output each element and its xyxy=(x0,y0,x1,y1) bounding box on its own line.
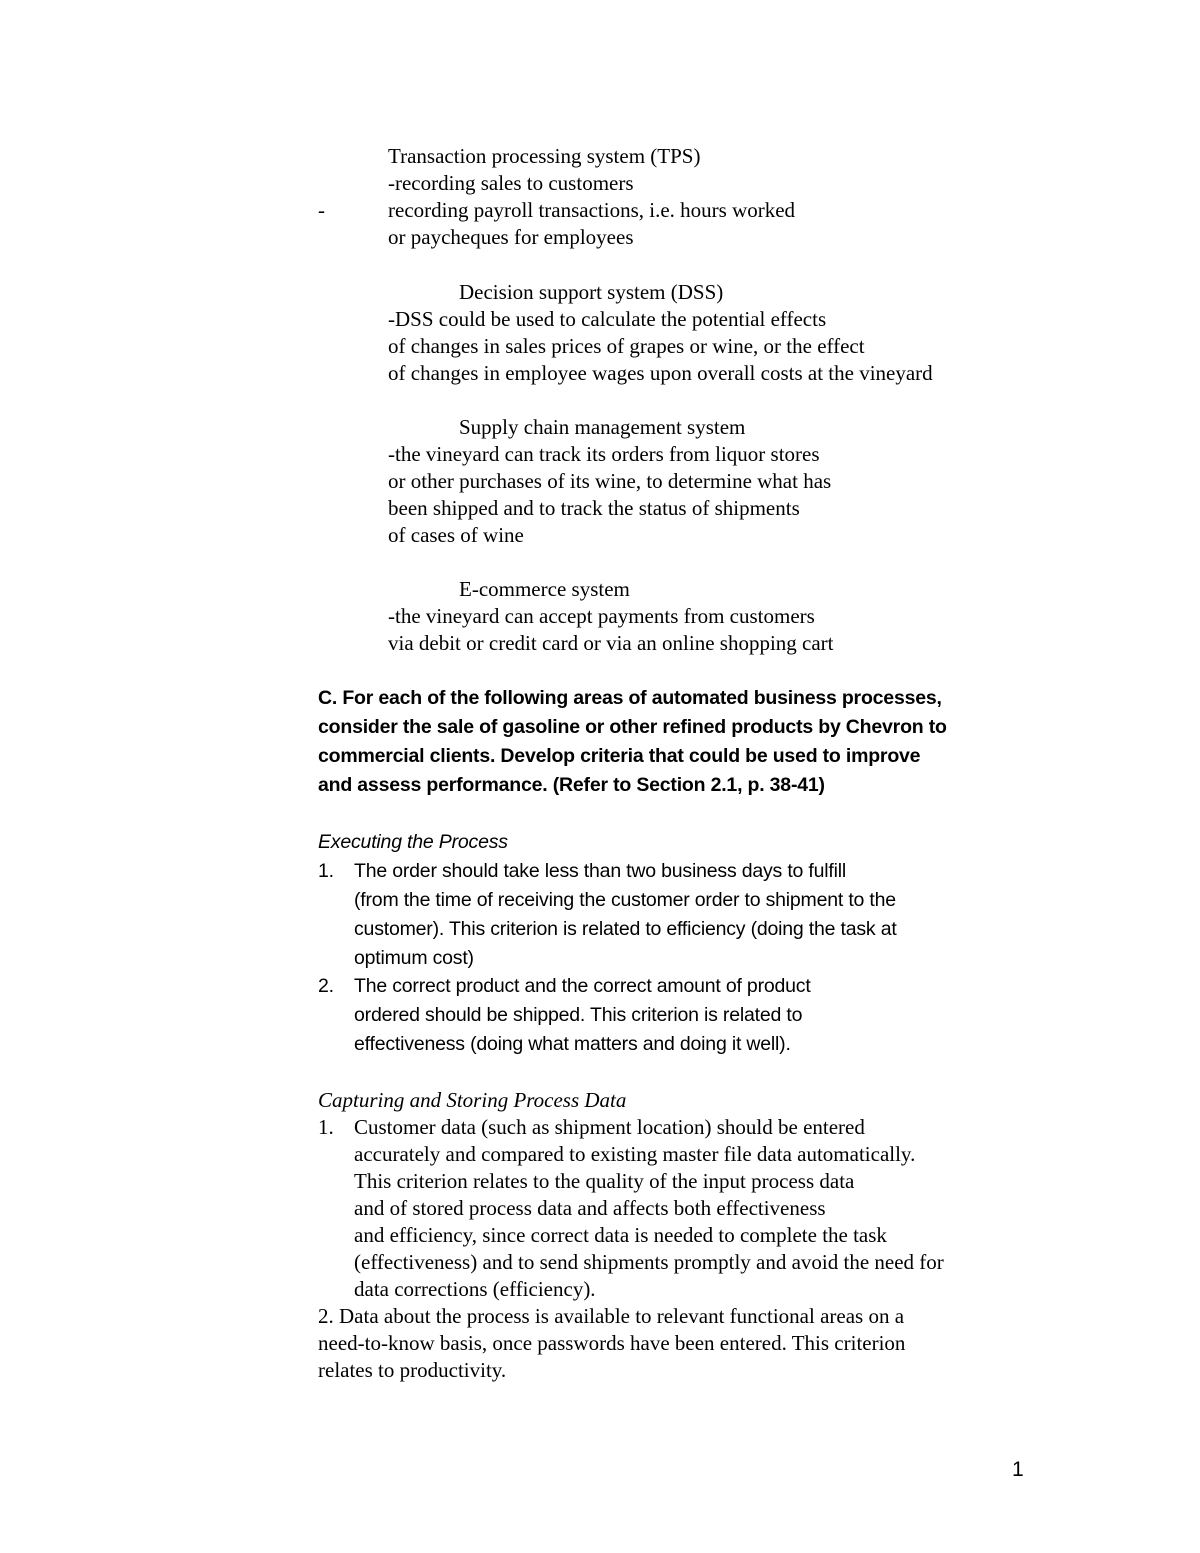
scm-line: of cases of wine xyxy=(388,523,524,547)
capturing-item-line: Customer data (such as shipment location) should be entered xyxy=(354,1115,865,1139)
dss-line: of changes in sales prices of grapes or wine, or the effect xyxy=(388,334,865,358)
tps-bullet-dash: - xyxy=(318,198,325,222)
executing-item-line: effectiveness (doing what matters and doing it well). xyxy=(354,1033,791,1055)
capturing-item-line: data corrections (efficiency). xyxy=(354,1277,596,1301)
list-number: 1. xyxy=(318,1115,334,1139)
scm-line: been shipped and to track the status of shipments xyxy=(388,496,800,520)
question-c-line: consider the sale of gasoline or other refined products by Chevron to xyxy=(318,716,947,738)
ecommerce-line: via debit or credit card or via an online shopping cart xyxy=(388,631,834,655)
ecommerce-heading: E-commerce system xyxy=(459,577,630,601)
executing-item-line: customer). This criterion is related to efficiency (doing the task at xyxy=(354,918,897,940)
capturing-item-line: need-to-know basis, once passwords have been entered. This criterion xyxy=(318,1331,906,1355)
capturing-item-line: and efficiency, since correct data is needed to complete the task xyxy=(354,1223,887,1247)
dss-heading: Decision support system (DSS) xyxy=(459,280,724,304)
question-c-line: commercial clients. Develop criteria that could be used to improve xyxy=(318,745,921,767)
question-c-line: C. For each of the following areas of automated business processes, xyxy=(318,687,942,709)
executing-item-line: The order should take less than two business days to fulfill xyxy=(354,860,847,882)
ecommerce-line: -the vineyard can accept payments from customers xyxy=(388,604,815,628)
tps-heading: Transaction processing system (TPS) xyxy=(388,144,701,168)
list-number: 1. xyxy=(318,860,334,882)
tps-line: recording payroll transactions, i.e. hours worked xyxy=(388,198,796,222)
scm-heading: Supply chain management system xyxy=(459,415,746,439)
executing-heading: Executing the Process xyxy=(318,831,508,853)
executing-item-line: optimum cost) xyxy=(354,947,474,969)
capturing-item-line: relates to productivity. xyxy=(318,1358,507,1382)
scm-line: -the vineyard can track its orders from liquor stores xyxy=(388,442,820,466)
capturing-heading: Capturing and Storing Process Data xyxy=(318,1088,627,1112)
executing-item-line: The correct product and the correct amount of product xyxy=(354,975,811,997)
dss-line: of changes in employee wages upon overall costs at the vineyard xyxy=(388,361,933,385)
list-number: 2. xyxy=(318,975,334,997)
dss-line: -DSS could be used to calculate the potential effects xyxy=(388,307,827,331)
tps-line: -recording sales to customers xyxy=(388,171,634,195)
capturing-item-line: 2. Data about the process is available to relevant functional areas on a xyxy=(318,1304,905,1328)
capturing-item-line: accurately and compared to existing master file data automatically. xyxy=(354,1142,916,1166)
question-c-line: and assess performance. (Refer to Section 2.1, p. 38-41) xyxy=(318,774,825,796)
capturing-item-line: This criterion relates to the quality of the input process data xyxy=(354,1169,855,1193)
capturing-item-line: and of stored process data and affects both effectiveness xyxy=(354,1196,826,1220)
page-number: 1 xyxy=(1012,1458,1024,1481)
capturing-item-line: (effectiveness) and to send shipments promptly and avoid the need for xyxy=(354,1250,944,1274)
tps-line: or paycheques for employees xyxy=(388,225,634,249)
scm-line: or other purchases of its wine, to determine what has xyxy=(388,469,832,493)
executing-item-line: ordered should be shipped. This criterion is related to xyxy=(354,1004,803,1026)
executing-item-line: (from the time of receiving the customer order to shipment to the xyxy=(354,889,896,911)
